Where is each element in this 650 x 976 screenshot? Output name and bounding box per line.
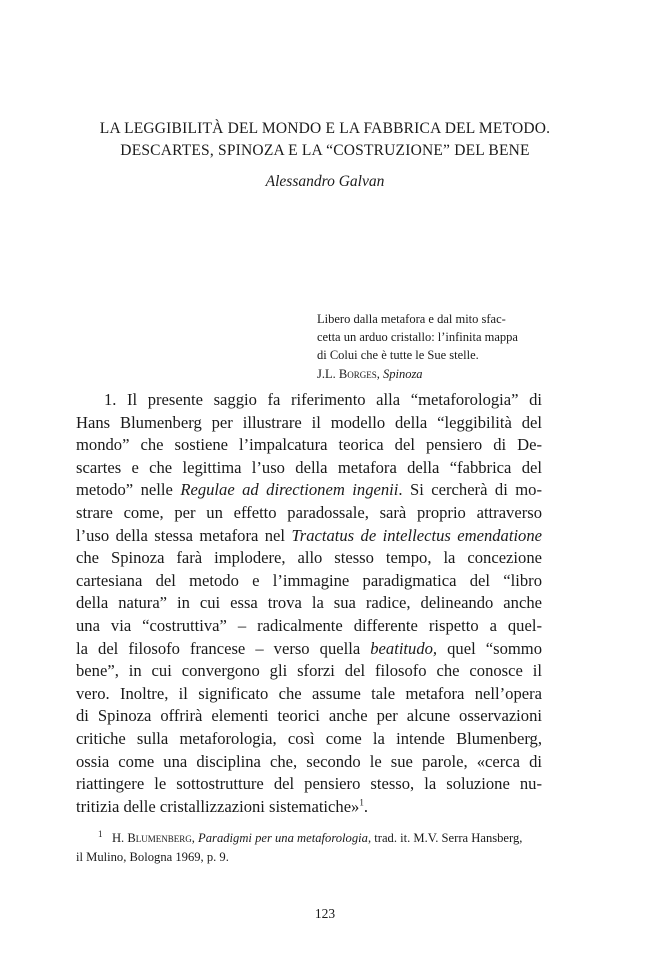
body-text-segment: riattingere le sottostrutture del pensiero stesso, la soluzione nu- bbox=[76, 774, 542, 794]
body-line bbox=[76, 660, 542, 683]
footnote-marker: 1 bbox=[98, 828, 103, 839]
footnote-reference[interactable]: 1 bbox=[359, 797, 364, 808]
page-number: 123 bbox=[314, 906, 336, 921]
footnote-author: H. Blumenberg bbox=[111, 831, 192, 845]
body-line bbox=[76, 479, 542, 502]
body-line bbox=[76, 502, 542, 525]
body-line bbox=[76, 457, 542, 480]
body-line bbox=[76, 615, 542, 638]
body-text-segment: . Si cercherà di mo- bbox=[398, 480, 542, 500]
article-title bbox=[70, 118, 580, 162]
body-text-segment: della natura” in cui essa trova la sua radice, delineando anche bbox=[76, 593, 542, 613]
body-paragraph bbox=[76, 389, 542, 818]
body-text-segment: mondo” che sostiene l’impalcatura teorica del pensiero di De- bbox=[76, 435, 542, 455]
body-line bbox=[76, 751, 542, 774]
body-text-segment: . bbox=[363, 796, 369, 816]
body-text-segment: critiche sulla metaforologia, così come la intende Blumenberg, bbox=[76, 728, 542, 748]
attribution-name: Borges bbox=[338, 367, 377, 381]
body-line bbox=[76, 592, 542, 615]
footnote-work: Paradigmi per una metaforologia bbox=[198, 831, 368, 845]
attribution-separator: , bbox=[376, 367, 380, 381]
body-line bbox=[76, 570, 542, 593]
footnote-line-2: il Mulino, Bologna 1969, p. 9. bbox=[76, 850, 229, 864]
body-line bbox=[76, 638, 542, 661]
footnote-line-1 bbox=[76, 829, 542, 848]
body-text-segment: l’uso della stessa metafora nel bbox=[76, 525, 292, 545]
footnote bbox=[76, 829, 542, 867]
body-text-segment: beatitudo, bbox=[370, 638, 438, 658]
body-text-segment: metodo” nelle bbox=[76, 480, 181, 500]
epigraph-line: di Colui che è tutte le Sue stelle. bbox=[317, 348, 479, 362]
footnote-separator: , bbox=[191, 831, 199, 845]
title-line-1: LA LEGGIBILITÀ DEL MONDO E LA FABBRICA DEL METODO. bbox=[99, 120, 551, 137]
body-text-segment: vero. Inoltre, il significato che assume tale metafora nell’opera bbox=[76, 683, 542, 703]
body-text-segment: Regulae ad directionem ingenii bbox=[180, 480, 399, 500]
body-text-segment: che Spinoza farà implodere, allo stesso tempo, la concezione bbox=[76, 548, 542, 568]
footnote-details: , trad. it. M.V. Serra Hansberg, bbox=[367, 831, 523, 845]
epigraph-line: Libero dalla metafora e dal mito sfac- bbox=[317, 312, 506, 326]
body-text-segment: bene”, in cui convergono gli sforzi del filosofo che conosce il bbox=[76, 661, 542, 681]
body-text-segment: strare come, per un effetto paradossale, sarà proprio attraverso bbox=[76, 502, 542, 522]
body-text-segment: cartesiana del metodo e l’immagine paradigmatica del “libro bbox=[76, 570, 542, 590]
body-line bbox=[76, 683, 542, 706]
epigraph bbox=[317, 310, 542, 383]
body-line bbox=[76, 434, 542, 457]
body-line bbox=[76, 796, 542, 819]
body-text-segment: Hans Blumenberg per illustrare il modello della “leggibilità del bbox=[76, 412, 542, 432]
attribution-work: Spinoza bbox=[382, 367, 423, 381]
body-line bbox=[76, 705, 542, 728]
epigraph-attribution bbox=[317, 365, 542, 383]
epigraph-line: cetta un arduo cristallo: l’infinita mappa bbox=[317, 330, 518, 344]
body-text-segment: 1. Il presente saggio fa riferimento alla “metaforologia” di bbox=[104, 390, 542, 409]
body-line bbox=[76, 389, 542, 412]
body-text-segment: quel “sommo bbox=[437, 638, 542, 658]
body-text-segment: tritizia delle cristallizzazioni sistematiche» bbox=[76, 796, 360, 816]
author-name: Alessandro Galvan bbox=[265, 173, 385, 190]
body-line bbox=[76, 773, 542, 796]
title-line-2: DESCARTES, SPINOZA E LA “COSTRUZIONE” DEL BENE bbox=[120, 142, 530, 159]
attribution-initials: J.L. bbox=[317, 367, 336, 381]
body-line bbox=[76, 547, 542, 570]
body-text-segment: una via “costruttiva” – radicalmente differente rispetto a quel- bbox=[76, 615, 542, 635]
body-text-segment: ossia come una disciplina che, secondo le sue parole, «cerca di bbox=[76, 751, 542, 771]
body-line bbox=[76, 412, 542, 435]
body-text-segment: di Spinoza offrirà elementi teorici anche per alcune osservazioni bbox=[76, 706, 542, 726]
body-text-segment: scartes e che legittima l’uso della metafora della “fabbrica del bbox=[76, 457, 542, 477]
body-line bbox=[76, 525, 542, 548]
body-text-segment: Tractatus de intellectus emendatione bbox=[291, 525, 543, 545]
body-line bbox=[76, 728, 542, 751]
body-text-segment: la del filosofo francese – verso quella bbox=[76, 638, 371, 658]
